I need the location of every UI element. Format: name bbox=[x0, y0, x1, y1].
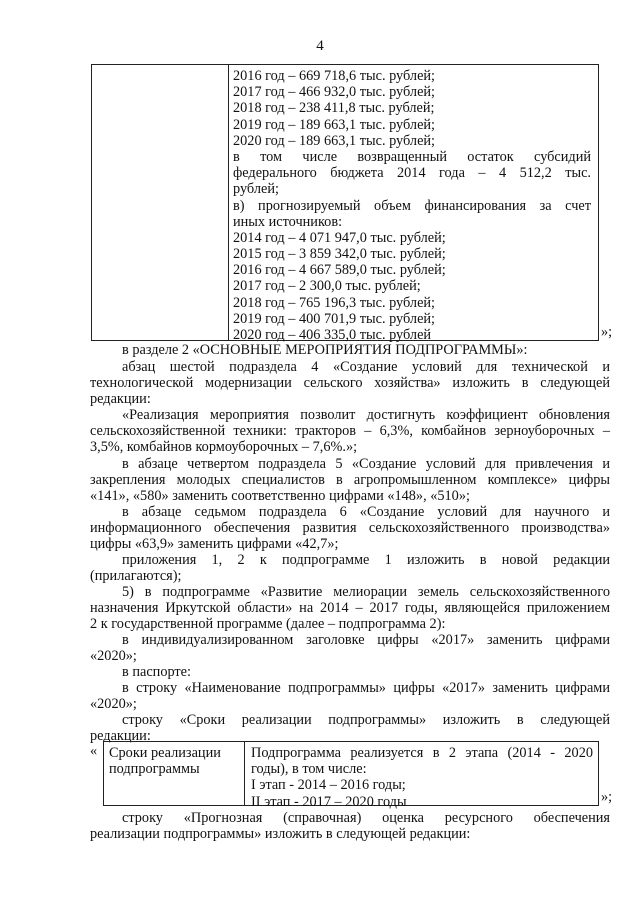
closing-quote: »; bbox=[601, 789, 613, 805]
quote-line: сельскохозяйственной техники: тракторов – 6,3%, комбайнов зерноуборочных – bbox=[90, 423, 610, 439]
terms-table bbox=[103, 741, 599, 810]
quote-line: 3,5%, комбайнов кормоуборочных – 7,6%.»; bbox=[90, 439, 358, 455]
body-line: абзац шестой подраздела 4 «Создание условий для технической и bbox=[122, 359, 610, 375]
table-line: 2019 год – 400 701,9 тыс. рублей; bbox=[233, 310, 436, 327]
table-line: годы), в том числе: bbox=[251, 761, 367, 778]
table-line: 2015 год – 3 859 342,0 тыс. рублей; bbox=[233, 246, 446, 263]
body-line: 2 к государственной программе (далее – подпрограмма 2): bbox=[90, 616, 446, 632]
table-line: иных источников: bbox=[233, 213, 343, 230]
table-line: I этап - 2014 – 2016 годы; bbox=[251, 777, 406, 794]
terms-value-cell bbox=[251, 745, 593, 810]
table-line: II этап - 2017 – 2020 годы bbox=[251, 793, 407, 810]
body-line: (прилагаются); bbox=[90, 568, 182, 584]
body-line: цифры «63,9» заменить цифрами «42,7»; bbox=[90, 536, 339, 552]
table-line: Сроки реализации bbox=[109, 745, 221, 761]
body-line: «2020»; bbox=[90, 648, 137, 664]
table-line: 2017 год – 2 300,0 тыс. рублей; bbox=[233, 278, 421, 295]
page-number: 4 bbox=[316, 38, 324, 54]
table-line: 2017 год – 466 932,0 тыс. рублей; bbox=[233, 84, 436, 101]
open-quote: « bbox=[90, 743, 98, 759]
body-line: реализации подпрограммы» изложить в следующей редакции: bbox=[90, 826, 471, 842]
body-line: редакции: bbox=[90, 728, 151, 744]
table-divider bbox=[228, 65, 229, 340]
body-line: в индивидуализированном заголовке цифры «2017» заменить цифрами bbox=[122, 632, 610, 648]
table-line: федерального бюджета 2014 года – 4 512,2 тыс. bbox=[233, 165, 591, 182]
table-line: 2016 год – 4 667 589,0 тыс. рублей; bbox=[233, 262, 446, 279]
body-line: информационного обеспечения развития сельскохозяйственного производства» bbox=[90, 520, 610, 536]
body-line: «141», «580» заменить соответственно цифрами «148», «510»; bbox=[90, 488, 470, 504]
table-line: подпрограммы bbox=[109, 761, 200, 778]
table-line: в том числе возвращенный остаток субсидий bbox=[233, 148, 591, 165]
table-line: 2016 год – 669 718,6 тыс. рублей; bbox=[233, 68, 436, 84]
table-divider bbox=[244, 742, 245, 805]
financing-table bbox=[91, 64, 599, 341]
table-line: рублей; bbox=[233, 181, 279, 198]
table-line: 2019 год – 189 663,1 тыс. рублей; bbox=[233, 116, 436, 133]
table-line: 2014 год – 4 071 947,0 тыс. рублей; bbox=[233, 229, 446, 246]
body-line: приложения 1, 2 к подпрограмме 1 изложить в новой редакции bbox=[122, 552, 610, 568]
table-line: Подпрограмма реализуется в 2 этапа (2014 - 2020 bbox=[251, 745, 593, 761]
terms-label-cell bbox=[109, 745, 239, 777]
body-line: «2020»; bbox=[90, 696, 137, 712]
table-line: 2020 год – 406 335,0 тыс. рублей bbox=[233, 327, 432, 343]
body-line: технологической модернизации сельского хозяйства» изложить в следующей bbox=[90, 375, 610, 391]
body-line: строку «Прогнозная (справочная) оценка ресурсного обеспечения bbox=[122, 810, 610, 826]
table-line: 2020 год – 189 663,1 тыс. рублей; bbox=[233, 132, 436, 149]
body-line: закрепления молодых специалистов в агропромышленном комплексе» цифры bbox=[90, 472, 610, 488]
body-line: в разделе 2 «ОСНОВНЫЕ МЕРОПРИЯТИЯ ПОДПРОГРАММЫ»: bbox=[122, 342, 528, 358]
body-line: назначения Иркутской области» на 2014 – 2017 годы, являющейся приложением bbox=[90, 600, 610, 616]
body-line: в абзаце седьмом подраздела 6 «Создание условий для научного и bbox=[122, 504, 610, 520]
financing-cell bbox=[233, 68, 591, 343]
body-line: редакции: bbox=[90, 391, 151, 407]
body-line: в паспорте: bbox=[122, 664, 191, 680]
body-line: 5) в подпрограмме «Развитие мелиорации земель сельскохозяйственного bbox=[122, 584, 610, 600]
body-line: в строку «Наименование подпрограммы» цифры «2017» заменить цифрами bbox=[122, 680, 610, 696]
body-line: в абзаце четвертом подраздела 5 «Создание условий для привлечения и bbox=[122, 456, 610, 472]
table-line: в) прогнозируемый объем финансирования за счет bbox=[233, 197, 591, 214]
quote-line: «Реализация мероприятия позволит достигнуть коэффициент обновления bbox=[122, 407, 610, 423]
table-line: 2018 год – 238 411,8 тыс. рублей; bbox=[233, 100, 435, 117]
table-line: 2018 год – 765 196,3 тыс. рублей; bbox=[233, 294, 436, 311]
body-line: строку «Сроки реализации подпрограммы» изложить в следующей bbox=[122, 712, 610, 728]
closing-quote: »; bbox=[601, 324, 613, 340]
